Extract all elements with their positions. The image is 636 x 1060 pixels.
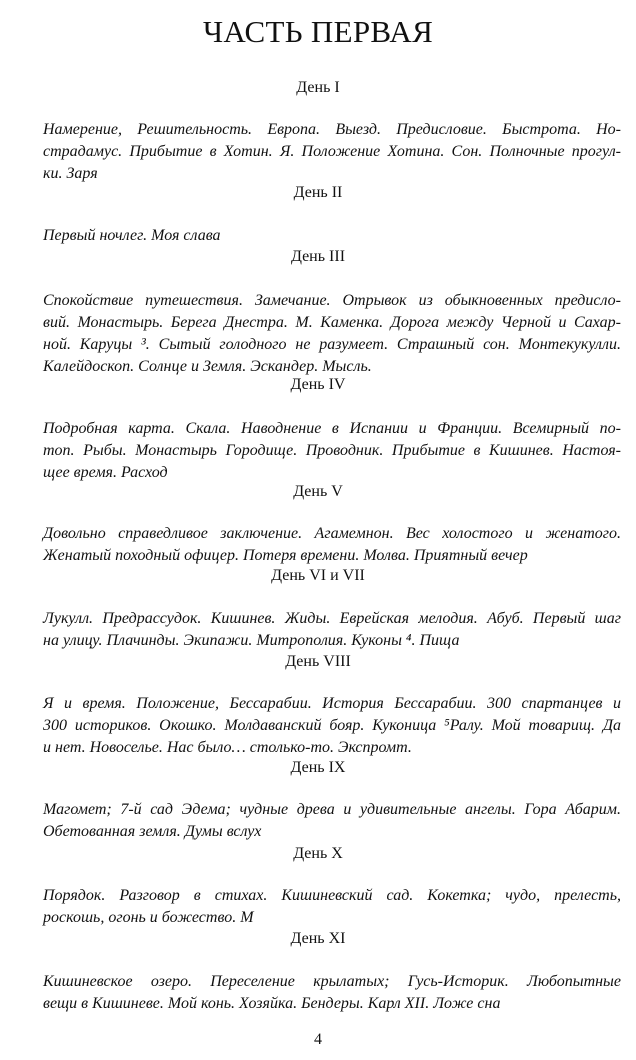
day-summary [43, 290, 621, 378]
day-summary [43, 119, 621, 185]
day-title: День IV [290, 376, 346, 393]
summary-line: ной. Каруцы ³. Сытый голодного не разумеет. Страшный сон. Монтекукулли. [43, 336, 621, 353]
summary-line: Порядок. Разговор в стихах. Кишиневский сад. Кокетка; чудо, прелесть, [43, 887, 621, 904]
summary-line: вещи в Кишиневе. Мой конь. Хозяйка. Бендеры. Карл XII. Ложе сна [43, 995, 501, 1012]
summary-line: щее время. Расход [43, 464, 168, 481]
summary-line: и нет. Новоселье. Нас было… столько-то. Экспромт. [43, 739, 412, 756]
day-title: День X [293, 845, 343, 862]
summary-line: Калейдоскоп. Солнце и Земля. Эскандер. Мысль. [43, 358, 372, 375]
summary-line: Кишиневское озеро. Переселение крылатых; Гусь-Историк. Любопытные [43, 973, 621, 990]
summary-line: Спокойствие путешествия. Замечание. Отрывок из обыкновенных предисло- [43, 292, 621, 309]
day-summary [43, 418, 621, 484]
day-summary [43, 225, 621, 247]
summary-line: Довольно справедливое заключение. Агамемнон. Вес холостого и женатого. [43, 525, 621, 542]
day-summary [43, 971, 621, 1015]
part-title: ЧАСТЬ ПЕРВАЯ [202, 14, 434, 49]
day-title: День XI [290, 930, 346, 947]
day-summary [43, 523, 621, 567]
summary-line: ки. Заря [43, 165, 98, 182]
day-title: День III [290, 248, 346, 265]
summary-line: Намерение, Решительность. Европа. Выезд. Предисловие. Быстрота. Но- [43, 121, 621, 138]
summary-line: Подробная карта. Скала. Наводнение в Испании и Франции. Всемирный по- [43, 420, 621, 437]
page-number: 4 [314, 1031, 322, 1048]
summary-line: Женатый походный офицер. Потеря времени. Молва. Приятный вечер [43, 547, 528, 564]
summary-line: топ. Рыбы. Монастырь Городище. Проводник. Прибытие в Кишинев. Настоя- [43, 442, 621, 459]
summary-line: на улицу. Плачинды. Экипажи. Митрополия. Куконы ⁴. Пища [43, 632, 460, 649]
summary-line: страдамус. Прибытие в Хотин. Я. Положение Хотина. Сон. Полночные прогул- [43, 143, 621, 160]
summary-line: Первый ночлег. Моя слава [43, 227, 221, 244]
day-title: День IX [290, 759, 346, 776]
day-title: День V [293, 483, 343, 500]
day-summary [43, 693, 621, 759]
summary-line: Обетованная земля. Думы вслух [43, 823, 262, 840]
summary-line: Лукулл. Предрассудок. Кишинев. Жиды. Еврейская мелодия. Абуб. Первый шаг [43, 610, 621, 627]
summary-line: вий. Монастырь. Берега Днестра. М. Каменка. Дорога между Черной и Сахар- [43, 314, 621, 331]
day-summary [43, 885, 621, 929]
summary-line: 300 историков. Окошко. Молдаванский бояр. Куконица ⁵Ралу. Мой товарищ. Да [43, 717, 621, 734]
day-title: День II [293, 184, 343, 201]
day-title: День VI и VII [271, 567, 365, 584]
summary-line: роскошь, огонь и божество. М [43, 909, 254, 926]
day-title: День I [296, 79, 340, 96]
day-summary [43, 799, 621, 843]
day-title: День VIII [285, 653, 351, 670]
day-summary [43, 608, 621, 652]
summary-line: Магомет; 7-й сад Эдема; чудные древа и удивительные ангелы. Гора Абарим. [43, 801, 621, 818]
summary-line: Я и время. Положение, Бессарабии. История Бессарабии. 300 спартанцев и [43, 695, 621, 712]
